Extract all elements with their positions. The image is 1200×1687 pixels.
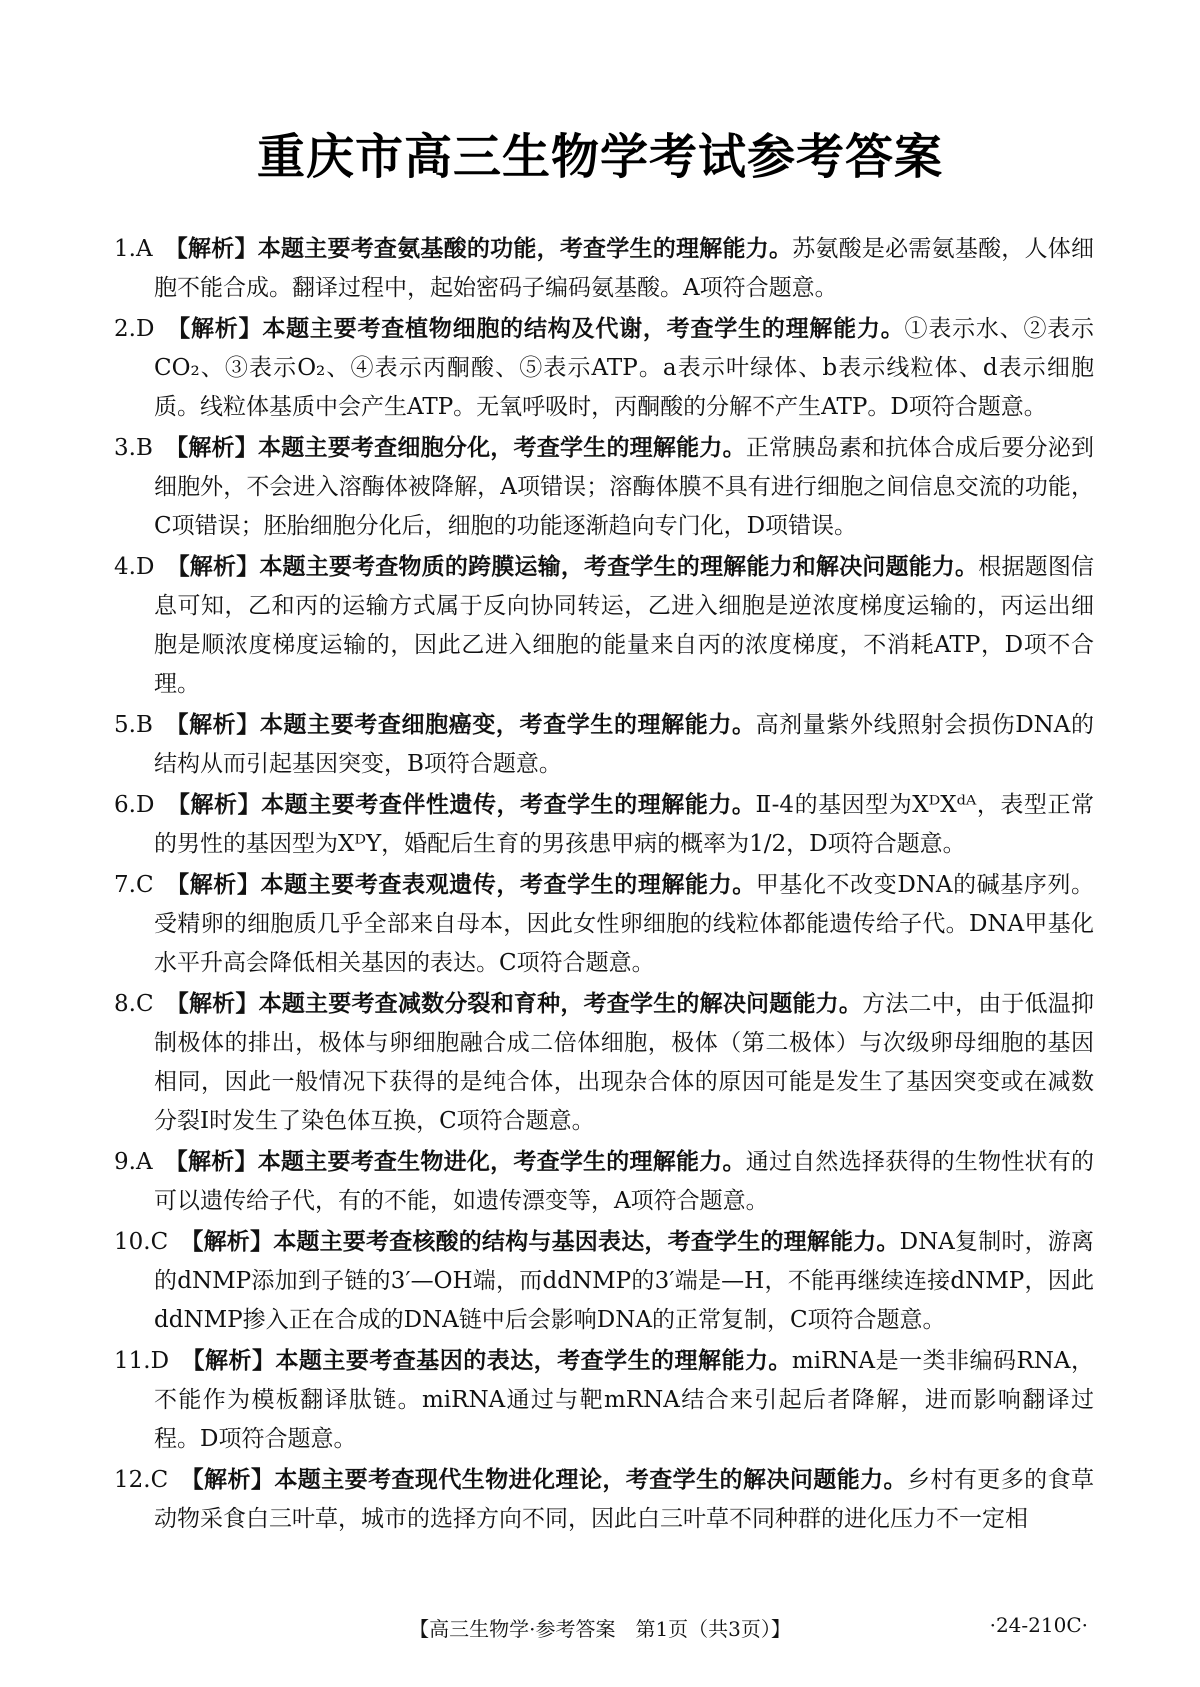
answer-number: 6.D — [114, 792, 155, 818]
analysis-body: DNA复制时，游离的dNMP添加到子链的3′—OH端，而ddNMP的3′端是—H，不能再继续连接dNMP，因此ddNMP掺入正在合成的DNA链中后会影响DNA的正常复制，C项符合题意。 — [154, 1229, 1095, 1333]
answer-item — [114, 1223, 1094, 1340]
analysis-topic: 本题主要考查细胞癌变，考查学生的理解能力。 — [259, 712, 756, 738]
analysis-body: 甲基化不改变DNA的碱基序列。受精卵的细胞质几乎全部来自母本，因此女性卵细胞的线粒体都能遗传给子代。DNA甲基化水平升高会降低相关基因的表达。C项符合题意。 — [154, 872, 1095, 976]
analysis-topic: 本题主要考查基因的表达，考查学生的理解能力。 — [275, 1348, 792, 1374]
document-title: 重庆市高三生物学考试参考答案 — [256, 129, 943, 185]
analysis-body: Ⅱ-4的基因型为XᴰXᵈᴬ，表型正常的男性的基因型为XᴰY，婚配后生育的男孩患甲病的概率为1/2，D项符合题意。 — [154, 792, 1095, 857]
footer-code: ·24-210C· — [989, 1613, 1088, 1637]
analysis-tag: 【解析】 — [165, 991, 259, 1017]
answer-number: 11.D — [114, 1348, 170, 1374]
answer-item — [114, 985, 1094, 1141]
analysis-topic: 本题主要考查伴性遗传，考查学生的理解能力。 — [261, 792, 756, 818]
analysis-body: 苏氨酸是必需氨基酸，人体细胞不能合成。翻译过程中，起始密码子编码氨基酸。A项符合题意。 — [154, 236, 1095, 301]
analysis-topic: 本题主要考查现代生物进化理论，考查学生的解决问题能力。 — [274, 1467, 907, 1493]
analysis-tag: 【解析】 — [165, 872, 261, 898]
analysis-tag: 【解析】 — [164, 1149, 258, 1175]
analysis-tag: 【解析】 — [166, 792, 262, 818]
analysis-tag: 【解析】 — [164, 712, 260, 738]
analysis-tag: 【解析】 — [164, 236, 258, 262]
answer-item — [114, 1342, 1094, 1459]
answer-number: 9.A — [114, 1149, 153, 1175]
answer-number: 1.A — [114, 236, 153, 262]
analysis-topic: 本题主要考查减数分裂和育种，考查学生的解决问题能力。 — [258, 991, 863, 1017]
analysis-topic: 本题主要考查细胞分化，考查学生的理解能力。 — [258, 435, 746, 461]
analysis-topic: 本题主要考查表观遗传，考查学生的理解能力。 — [260, 872, 756, 898]
answer-number: 5.B — [114, 712, 153, 738]
analysis-body: 方法二中，由于低温抑制极体的排出，极体与卵细胞融合成二倍体细胞，极体（第二极体）与次级卵母细胞的基因相同，因此一般情况下获得的是纯合体，出现杂合体的原因可能是发生了基因突变或在减数分裂Ⅰ时发生了染色体互换，C项符合题意。 — [154, 991, 1095, 1134]
analysis-tag: 【解析】 — [166, 554, 260, 580]
answer-item — [114, 1461, 1094, 1539]
answer-number: 10.C — [114, 1229, 169, 1255]
analysis-topic: 本题主要考查核酸的结构与基因表达，考查学生的理解能力。 — [273, 1229, 900, 1255]
analysis-tag: 【解析】 — [181, 1348, 276, 1374]
answer-item — [114, 310, 1094, 427]
answer-item — [114, 429, 1094, 546]
analysis-tag: 【解析】 — [164, 435, 259, 461]
analysis-body: 通过自然选择获得的生物性状有的可以遗传给子代，有的不能，如遗传漂变等，A项符合题意。 — [154, 1149, 1095, 1214]
analysis-body: 根据题图信息可知，乙和丙的运输方式属于反向协同转运，乙进入细胞是逆浓度梯度运输的，丙运出细胞是顺浓度梯度运输的，因此乙进入细胞的能量来自丙的浓度梯度，不消耗ATP，D项不合理。 — [154, 554, 1095, 697]
answer-number: 3.B — [114, 435, 153, 461]
analysis-body: 乡村有更多的食草动物采食白三叶草，城市的选择方向不同，因此白三叶草不同种群的进化压力不一定相 — [154, 1467, 1095, 1532]
analysis-body: miRNA是一类非编码RNA，不能作为模板翻译肽链。miRNA通过与靶mRNA结合来引起后者降解，进而影响翻译过程。D项符合题意。 — [154, 1348, 1095, 1452]
analysis-body: ①表示水、②表示CO₂、③表示O₂、④表示丙酮酸、⑤表示ATP。a表示叶绿体、b表示线粒体、d表示细胞质。线粒体基质中会产生ATP。无氧呼吸时，丙酮酸的分解不产生ATP。D项符合题意。 — [154, 316, 1095, 420]
answer-number: 7.C — [114, 872, 154, 898]
analysis-body: 正常胰岛素和抗体合成后要分泌到细胞外，不会进入溶酶体被降解，A项错误；溶酶体膜不具有进行细胞之间信息交流的功能，C项错误；胚胎细胞分化后，细胞的功能逐渐趋向专门化，D项错误。 — [154, 435, 1095, 539]
footer-page-info: 【高三生物学·参考答案 第1页（共3页）】 — [409, 1617, 791, 1641]
answer-item — [114, 1143, 1094, 1221]
answer-item — [114, 548, 1094, 704]
analysis-topic: 本题主要考查氨基酸的功能，考查学生的理解能力。 — [257, 236, 793, 262]
answer-number: 8.C — [114, 991, 154, 1017]
analysis-tag: 【解析】 — [180, 1467, 275, 1493]
answer-item — [114, 706, 1094, 784]
analysis-topic: 本题主要考查植物细胞的结构及代谢，考查学生的理解能力。 — [262, 316, 905, 342]
answer-number: 4.D — [114, 554, 155, 580]
analysis-tag: 【解析】 — [180, 1229, 274, 1255]
answer-number: 2.D — [114, 316, 155, 342]
analysis-body: 高剂量紫外线照射会损伤DNA的结构从而引起基因突变，B项符合题意。 — [154, 712, 1095, 777]
answer-list — [114, 230, 1094, 1541]
answer-item — [114, 866, 1094, 983]
analysis-topic: 本题主要考查生物进化，考查学生的理解能力。 — [257, 1149, 746, 1175]
analysis-tag: 【解析】 — [166, 316, 263, 342]
answer-item — [114, 230, 1094, 308]
answer-number: 12.C — [114, 1467, 169, 1493]
answer-item — [114, 786, 1094, 864]
analysis-topic: 本题主要考查物质的跨膜运输，考查学生的理解能力和解决问题能力。 — [259, 554, 979, 580]
